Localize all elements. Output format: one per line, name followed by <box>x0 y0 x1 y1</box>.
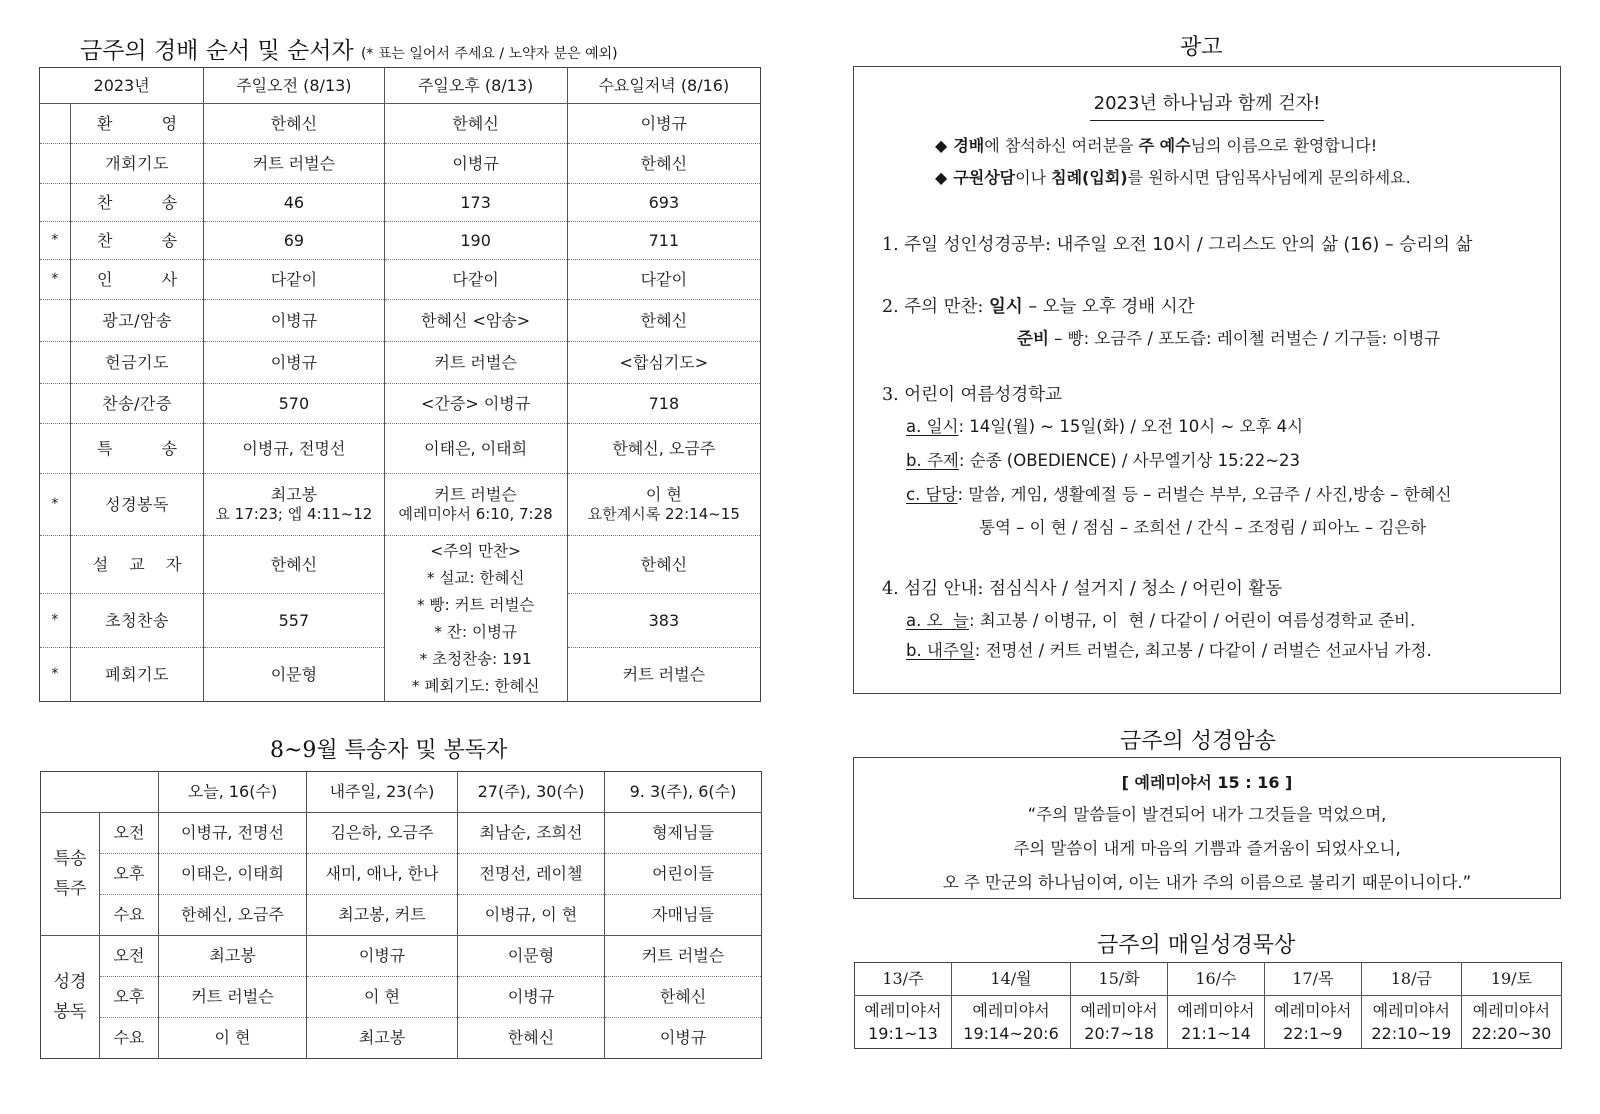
header-week-1: 오늘, 16(수) <box>159 772 307 813</box>
cell-am: 이병규 <box>204 300 384 342</box>
table-row <box>40 144 761 184</box>
header-week-3: 27(주), 30(수) <box>458 772 605 813</box>
announcement-item-1: 1. 주일 성인성경공부: 내주일 오전 10시 / 그리스도 안의 삶 (16) – 승리의 삶 <box>882 235 1473 255</box>
day-header: 13/주 <box>855 963 952 996</box>
reading-cell: 예레미야서 19:1~13 <box>864 1001 942 1043</box>
cell-am: 커트 러벌슨 <box>204 144 384 184</box>
day-header: 19/토 <box>1461 963 1561 996</box>
cell-pm: 한혜신 <box>384 104 567 144</box>
stand-marker: * <box>40 594 71 648</box>
table-row <box>40 300 761 342</box>
stand-marker: * <box>40 648 71 702</box>
table-row <box>41 1018 762 1059</box>
cell: 최고봉, 커트 <box>307 895 458 936</box>
stand-marker: * <box>40 474 71 536</box>
daily-reading-table <box>854 962 1562 1049</box>
order-title-text: 금주의 경배 순서 및 순서자 <box>80 38 354 64</box>
row-label: 폐회기도 <box>70 648 203 702</box>
announcement-item-2: 2. 주의 만찬: 일시 – 오늘 오후 경배 시간 <box>882 297 1195 317</box>
baptism-bullet: ◆ 구원상담이나 침례(입회)를 원하시면 담임목사님에게 문의하세요. <box>935 168 1411 187</box>
table-row <box>41 977 762 1018</box>
communion-cell <box>384 536 567 702</box>
cell: 최고봉 <box>159 936 307 977</box>
announcement-item-3: 3. 어린이 여름성경학교 <box>882 385 1062 405</box>
cell: 형제님들 <box>605 813 762 854</box>
cell: 새미, 애나, 한나 <box>307 854 458 895</box>
cell-wed: <합심기도> <box>567 342 760 384</box>
header-week-4: 9. 3(주), 6(수) <box>605 772 762 813</box>
day-header: 17/목 <box>1264 963 1361 996</box>
table-header-row <box>41 772 762 813</box>
singers-title: 8~9월 특송자 및 봉독자 <box>270 738 508 763</box>
cell: 한혜신 <box>605 977 762 1018</box>
announcement-item-4: 4. 섬김 안내: 점심식사 / 설거지 / 청소 / 어린이 활동 <box>882 579 1283 599</box>
verse-line: 주의 말씀이 내게 마음의 기쁨과 즐거움이 되었사오니, <box>1013 839 1401 858</box>
verse-reference: [ 예레미야서 15 : 16 ] <box>1121 773 1293 792</box>
diamond-bullet-icon: ◆ <box>935 136 948 155</box>
cell: 어린이들 <box>605 854 762 895</box>
verse-title: 금주의 성경암송 <box>1120 729 1276 754</box>
row-label: 찬 송 <box>70 222 203 260</box>
announcements-box <box>853 66 1561 694</box>
cell-wed: 383 <box>567 594 760 648</box>
cell-am: 한혜신 <box>204 104 384 144</box>
cell-pm: 다같이 <box>384 260 567 300</box>
cell-wed: 한혜신 <box>567 536 760 594</box>
table-row <box>41 936 762 977</box>
row-label: 개회기도 <box>70 144 203 184</box>
row-label: 찬송/간증 <box>70 384 203 424</box>
reading-cell: 예레미야서 19:14~20:6 <box>951 996 1070 1049</box>
cell: 이 현 <box>159 1018 307 1059</box>
stand-marker <box>40 424 71 474</box>
special-singers-table <box>40 771 762 1059</box>
cell-am: 69 <box>204 222 384 260</box>
day-header: 18/금 <box>1361 963 1461 996</box>
table-row <box>40 184 761 222</box>
reading-cell: 예레미야서 21:1~14 <box>1168 996 1265 1049</box>
row-label: 광고/암송 <box>70 300 203 342</box>
cell-wed: 한혜신 <box>567 300 760 342</box>
cell-pm: 커트 러벌슨 예레미야서 6:10, 7:28 <box>384 474 567 536</box>
ads-title: 광고 <box>1180 35 1223 60</box>
table-row <box>40 104 761 144</box>
verse-line: 오 주 만군의 하나님이여, 이는 내가 주의 이름으로 불리기 때문이니이다.” <box>942 873 1472 892</box>
row-label: 초청찬송 <box>70 594 203 648</box>
table-row <box>40 536 761 594</box>
vbs-date: a. 일시: 14일(월) ~ 15일(화) / 오전 10시 ~ 오후 4시 <box>906 417 1304 436</box>
header-week-2: 내주일, 23(수) <box>307 772 458 813</box>
cell-wed: 711 <box>567 222 760 260</box>
cell-pm: 이태은, 이태희 <box>384 424 567 474</box>
cell: 이병규 <box>307 936 458 977</box>
row-label: 인 사 <box>70 260 203 300</box>
daily-title: 금주의 매일성경묵상 <box>1097 933 1296 958</box>
header-sunday-am: 주일오전 (8/13) <box>204 68 384 104</box>
cell: 전명선, 레이첼 <box>458 854 605 895</box>
cell-pm: 이병규 <box>384 144 567 184</box>
communion-line: * 빵: 커트 러벌슨 <box>416 595 535 614</box>
header-wednesday: 수요일저녁 (8/16) <box>567 68 760 104</box>
slot-label: 수요 <box>100 1018 159 1059</box>
memory-verse-box <box>853 757 1561 899</box>
communion-line: <주의 만찬> <box>430 541 522 560</box>
order-title <box>80 32 618 65</box>
header-blank <box>41 772 159 813</box>
diamond-bullet-icon: ◆ <box>935 168 948 187</box>
cell: 이태은, 이태희 <box>159 854 307 895</box>
slot-label: 오전 <box>100 936 159 977</box>
stand-marker <box>40 342 71 384</box>
reading-cell: 예레미야서 22:20~30 <box>1461 996 1561 1049</box>
cell: 커트 러벌슨 <box>605 936 762 977</box>
order-title-note: (* 표는 일어서 주세요 / 노약자 분은 예외) <box>360 46 618 62</box>
table-row <box>40 260 761 300</box>
stand-marker <box>40 144 71 184</box>
table-header-row <box>855 963 1562 996</box>
table-row <box>41 854 762 895</box>
table-row <box>40 474 761 536</box>
header-sunday-pm: 주일오후 (8/13) <box>384 68 567 104</box>
row-label: 헌금기도 <box>70 342 203 384</box>
day-header: 15/화 <box>1071 963 1168 996</box>
table-row <box>855 996 1562 1049</box>
cell-wed: 718 <box>567 384 760 424</box>
reading-cell: 예레미야서 20:7~18 <box>1071 996 1168 1049</box>
cell: 김은하, 오금주 <box>307 813 458 854</box>
header-year: 2023년 <box>40 68 204 104</box>
cell-wed: 이 현 요한계시록 22:14~15 <box>567 474 760 536</box>
cell: 이병규 <box>605 1018 762 1059</box>
vbs-theme: b. 주제: 순종 (OBEDIENCE) / 사무엘기상 15:22~23 <box>906 451 1301 470</box>
cell-am: 46 <box>204 184 384 222</box>
stand-marker: * <box>40 222 71 260</box>
cell: 한혜신 <box>458 1018 605 1059</box>
cell-pm: 190 <box>384 222 567 260</box>
communion-line: * 초청찬송: 191 <box>419 649 532 668</box>
welcome-bullet: ◆ 경배에 참석하신 여러분을 주 예수님의 이름으로 환영합니다! <box>935 136 1378 155</box>
day-header: 14/월 <box>951 963 1070 996</box>
cell-wed: 693 <box>567 184 760 222</box>
table-row <box>40 222 761 260</box>
cell: 이문형 <box>458 936 605 977</box>
slot-label: 오전 <box>100 813 159 854</box>
communion-line: * 폐회기도: 한혜신 <box>411 676 540 695</box>
cell-wed: 다같이 <box>567 260 760 300</box>
service-next-week: b. 내주일: 전명선 / 커트 러벌슨, 최고봉 / 다같이 / 러벌슨 선교사님 가정. <box>906 641 1432 660</box>
cell-am: 557 <box>204 594 384 648</box>
cell-am: 다같이 <box>204 260 384 300</box>
slot-label: 수요 <box>100 895 159 936</box>
row-label: 찬 송 <box>70 184 203 222</box>
table-row <box>40 424 761 474</box>
cell-pm: <간증> 이병규 <box>384 384 567 424</box>
group-label-special-song: 특송 특주 <box>53 849 87 899</box>
stand-marker <box>40 184 71 222</box>
row-label: 성경봉독 <box>70 474 203 536</box>
stand-marker: * <box>40 260 71 300</box>
cell: 이병규, 전명선 <box>159 813 307 854</box>
cell: 이 현 <box>307 977 458 1018</box>
stand-marker <box>40 104 71 144</box>
row-label: 특 송 <box>70 424 203 474</box>
cell: 커트 러벌슨 <box>159 977 307 1018</box>
cell-pm: 커트 러벌슨 <box>384 342 567 384</box>
headline: 2023년 하나님과 함께 걷자! <box>854 89 1560 115</box>
worship-order-table <box>39 67 761 702</box>
vbs-staff: c. 담당: 말씀, 게임, 생활예절 등 – 러벌슨 부부, 오금주 / 사진,방송 – 한혜신 <box>906 485 1452 504</box>
table-row <box>41 813 762 854</box>
cell-am: 한혜신 <box>204 536 384 594</box>
slot-label: 오후 <box>100 977 159 1018</box>
vbs-staff-continued: 통역 – 이 현 / 점심 – 조희선 / 간식 – 조정림 / 피아노 – 김은하 <box>979 518 1427 537</box>
cell-wed: 커트 러벌슨 <box>567 648 760 702</box>
communion-line: * 잔: 이병규 <box>434 622 517 641</box>
announcement-item-2-prep: 준비 – 빵: 오금주 / 포도즙: 레이첼 러벌슨 / 기구들: 이병규 <box>1017 329 1441 348</box>
reading-cell: 예레미야서 22:10~19 <box>1361 996 1461 1049</box>
cell-am: 최고봉 요 17:23; 엡 4:11~12 <box>204 474 384 536</box>
cell: 최남순, 조희선 <box>458 813 605 854</box>
cell-wed: 이병규 <box>567 104 760 144</box>
table-row <box>40 384 761 424</box>
day-header: 16/수 <box>1168 963 1265 996</box>
stand-marker <box>40 384 71 424</box>
cell: 최고봉 <box>307 1018 458 1059</box>
cell-am: 이문형 <box>204 648 384 702</box>
cell-wed: 한혜신 <box>567 144 760 184</box>
cell-am: 이병규, 전명선 <box>204 424 384 474</box>
table-header-row <box>40 68 761 104</box>
slot-label: 오후 <box>100 854 159 895</box>
cell-am: 이병규 <box>204 342 384 384</box>
table-row <box>41 895 762 936</box>
row-label: 설 교 자 <box>70 536 203 594</box>
cell-pm: 한혜신 <암송> <box>384 300 567 342</box>
group-label-scripture-reading: 성경 봉독 <box>41 936 100 1059</box>
stand-marker <box>40 536 71 594</box>
cell: 이병규, 이 현 <box>458 895 605 936</box>
row-label: 환 영 <box>70 104 203 144</box>
cell: 이병규 <box>458 977 605 1018</box>
cell-wed: 한혜신, 오금주 <box>567 424 760 474</box>
cell-am: 570 <box>204 384 384 424</box>
cell-pm: 173 <box>384 184 567 222</box>
service-today: a. 오 늘: 최고봉 / 이병규, 이 현 / 다같이 / 어린이 여름성경학교 준비. <box>906 611 1416 630</box>
table-row <box>40 342 761 384</box>
cell: 한혜신, 오금주 <box>159 895 307 936</box>
stand-marker <box>40 300 71 342</box>
verse-line: “주의 말씀들이 발견되어 내가 그것들을 먹었으며, <box>1027 805 1387 824</box>
reading-cell: 예레미야서 22:1~9 <box>1264 996 1361 1049</box>
communion-line: * 설교: 한혜신 <box>426 568 525 587</box>
cell: 자매님들 <box>605 895 762 936</box>
